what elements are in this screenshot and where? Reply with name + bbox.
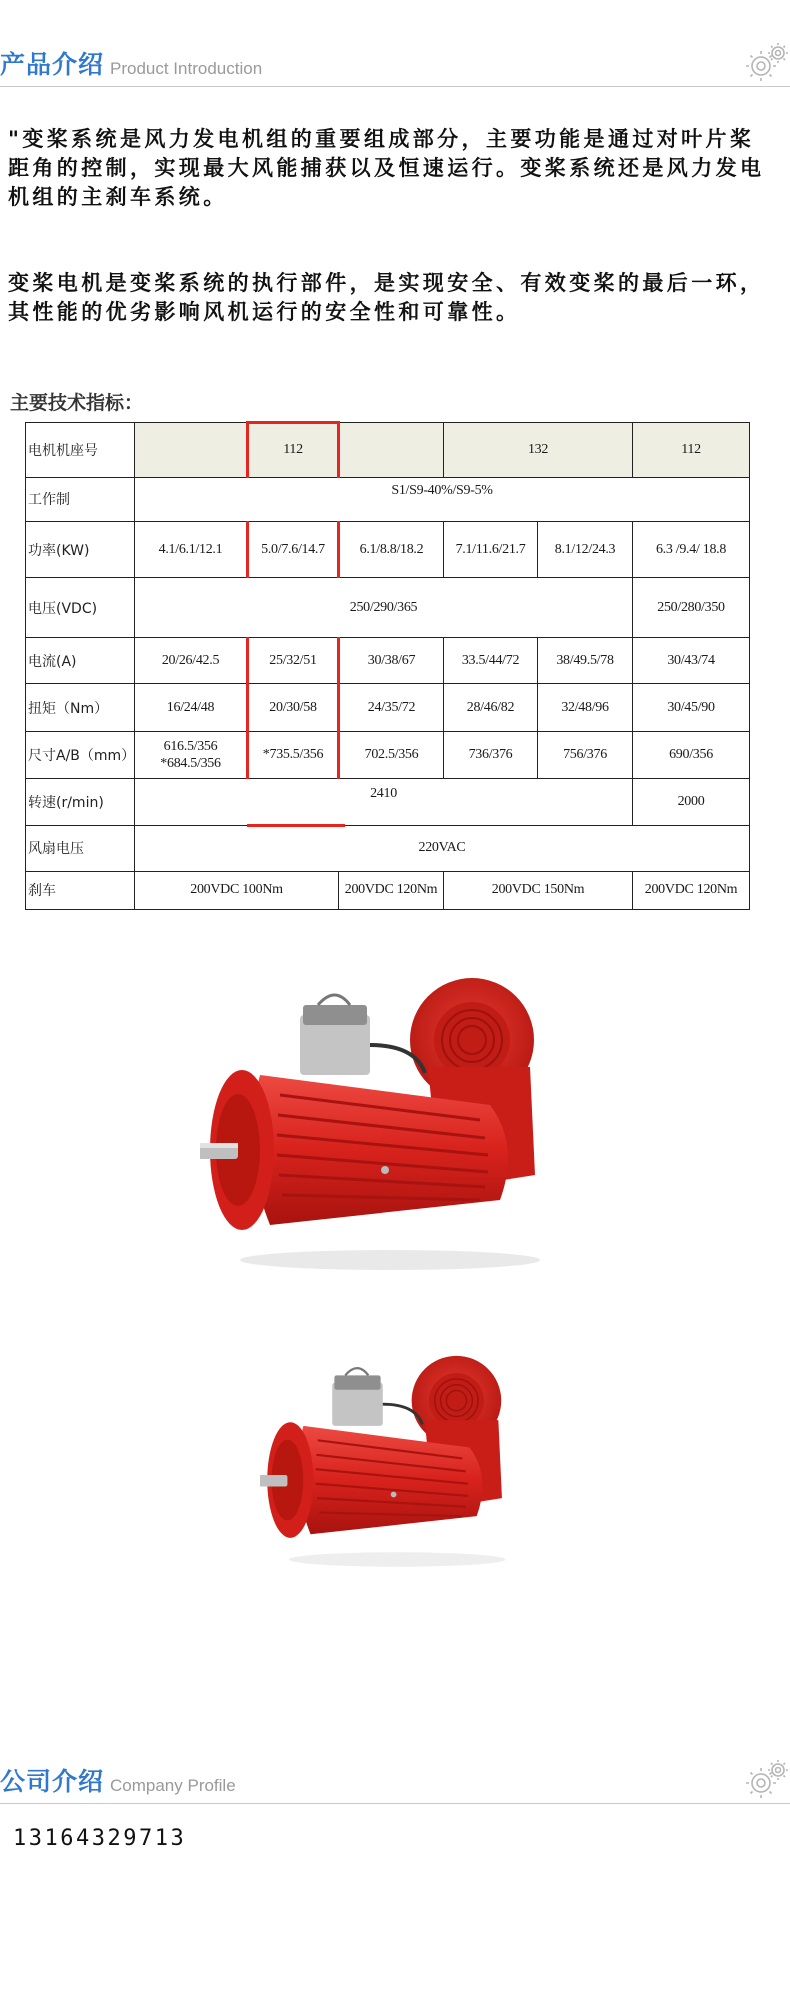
row-label: 工作制 [26,477,135,521]
table-cell: 30/45/90 [633,684,750,731]
table-cell: 200VDC 100Nm [135,871,339,909]
company-section-header [0,1765,790,1805]
size-row [26,731,750,778]
speed-row [26,779,750,825]
table-cell: 5.0/7.6/14.7 [248,521,339,578]
spec-table-title: 主要技术指标： [10,392,144,414]
intro-paragraph-1: "变桨系统是风力发电机组的重要组成部分，主要功能是通过对叶片桨距角的控制，实现最大风能捕获以及恒速运行。变桨系统还是风力发电机组的主刹车系统。 [8,126,765,209]
table-cell: 20/26/42.5 [135,638,248,684]
table-cell: 24/35/72 [339,684,444,731]
product-section-header [0,48,790,88]
table-cell: 756/376 [538,731,633,778]
table-cell: 4.1/6.1/12.1 [135,521,248,578]
row-label: 风扇电压 [26,825,135,871]
company-section-title: 公司介绍 [0,1767,105,1796]
cell-text: 2410 [370,785,397,801]
table-cell [135,423,248,478]
row-label: 扭矩（Nm） [26,684,135,731]
row-label: 功率(KW) [26,521,135,578]
table-cell: 25/32/51 [248,638,339,684]
row-label: 电压(VDC) [26,578,135,638]
table-cell: 32/48/96 [538,684,633,731]
table-cell [135,477,750,521]
table-cell: 200VDC 120Nm [339,871,444,909]
table-cell: 616.5/356 *684.5/356 [135,731,248,778]
gear-icon [745,1759,789,1799]
table-cell: 702.5/356 [339,731,444,778]
table-cell: 30/43/74 [633,638,750,684]
voltage-row [26,578,750,638]
table-cell [339,423,444,478]
table-cell: 16/24/48 [135,684,248,731]
product-section-subtitle: Product Introduction [110,59,263,78]
power-row [26,521,750,578]
table-cell: *735.5/356 [248,731,339,778]
table-cell: 28/46/82 [444,684,538,731]
table-cell: 250/290/365 [135,578,633,638]
fan-voltage-row [26,825,750,871]
duty-row [26,477,750,521]
table-cell: 736/376 [444,731,538,778]
table-cell: 6.3 /9.4/ 18.8 [633,521,750,578]
table-cell: 112 [633,423,750,478]
intro-paragraph-2: 变桨电机是变桨系统的执行部件，是实现安全、有效变桨的最后一环，其性能的优劣影响风机运行的安全性和可靠性。 [8,270,765,324]
pitch-motor-image-large [200,975,560,1275]
table-cell: 33.5/44/72 [444,638,538,684]
contact-phone: 13164329713 [13,1826,187,1851]
table-cell: 690/356 [633,731,750,778]
company-section-subtitle: Company Profile [110,1776,236,1795]
row-label: 刹车 [26,871,135,909]
table-cell: 200VDC 150Nm [444,871,633,909]
table-cell: 112 [248,423,339,478]
section-divider [0,86,790,87]
row-label: 转速(r/min) [26,779,135,825]
pitch-motor-image-small [260,1352,520,1572]
table-cell: 30/38/67 [339,638,444,684]
table-cell: 6.1/8.8/18.2 [339,521,444,578]
current-row [26,638,750,684]
table-cell: 2000 [633,779,750,825]
table-cell: 7.1/11.6/21.7 [444,521,538,578]
section-divider [0,1803,790,1804]
table-cell: 250/280/350 [633,578,750,638]
table-cell: 38/49.5/78 [538,638,633,684]
table-cell: 20/30/58 [248,684,339,731]
spec-table [25,421,750,910]
row-label: 尺寸A/B（mm） [26,731,135,778]
table-cell: 8.1/12/24.3 [538,521,633,578]
row-label: 电机机座号 [26,423,135,478]
row-label: 电流(A) [26,638,135,684]
table-cell [135,779,633,825]
frame-row [26,423,750,478]
cell-text: S1/S9-40%/S9-5% [391,483,493,499]
highlight-box-bottom [247,824,345,827]
brake-row [26,871,750,909]
torque-row [26,684,750,731]
product-section-title: 产品介绍 [0,50,105,79]
table-cell: 220VAC [135,825,750,871]
table-cell: 200VDC 120Nm [633,871,750,909]
gear-icon [745,42,789,82]
table-cell: 132 [444,423,633,478]
